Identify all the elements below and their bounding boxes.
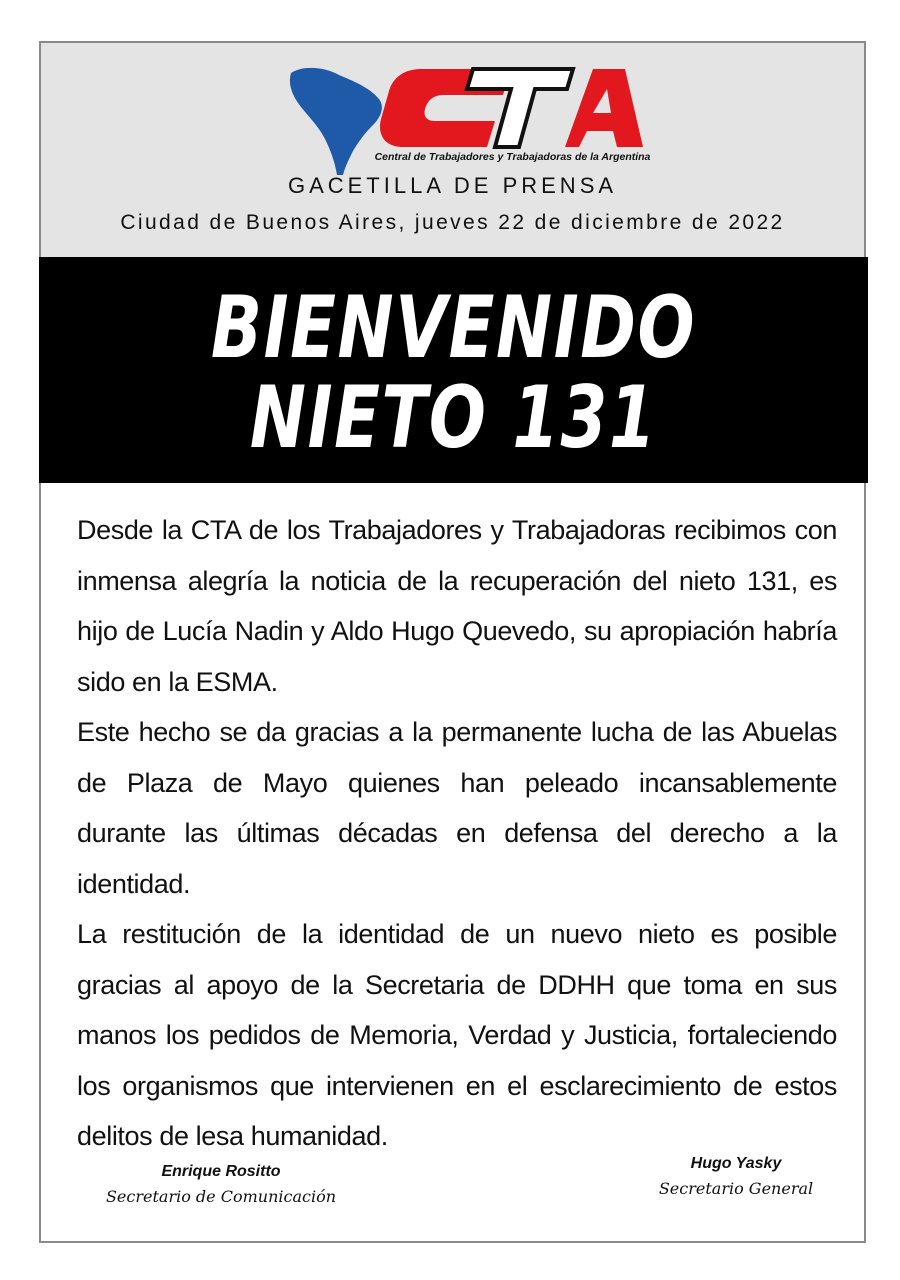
headline-line-1: BIENVENIDO xyxy=(210,278,697,378)
signature-right xyxy=(621,1155,851,1198)
press-release-label: GACETILLA DE PRENSA xyxy=(287,173,618,198)
signatory-role: Secretario General xyxy=(658,1179,814,1198)
paragraph-3: La restitución de la identidad de un nuevo nieto es posible gracias al apoyo de la Secretaria de DDHH que toma en sus manos los pedidos de Memoria, Verdad y Justicia, fortaleciendo los organismos que intervienen en el esclarecimiento de estos delitos de lesa humanidad. xyxy=(77,919,837,1151)
organization-name: Central de Trabajadores y Trabajadoras de la Argentina xyxy=(374,151,651,163)
paragraph-2: Este hecho se da gracias a la permanente lucha de las Abuelas de Plaza de Mayo quienes han peleado incansablemente durante las últimas décadas en defensa del derecho a la identidad. xyxy=(77,717,837,899)
logo-letter-a xyxy=(565,69,643,147)
body-text xyxy=(77,505,837,1162)
press-release-frame xyxy=(39,41,866,1243)
headline-line-2: NIETO 131 xyxy=(249,368,658,468)
paragraph-1: Desde la CTA de los Trabajadores y Trabajadoras recibimos con inmensa alegría la noticia de la recuperación del nieto 131, es hijo de Lucía Nadin y Aldo Hugo Quevedo, su apropiación habría sido en la ESMA. xyxy=(77,515,837,697)
header xyxy=(41,43,864,257)
signatory-name: Enrique Rositto xyxy=(161,1163,281,1180)
signatory-name: Hugo Yasky xyxy=(690,1155,782,1172)
signatory-role: Secretario de Comunicación xyxy=(105,1187,337,1206)
headline-banner xyxy=(39,257,868,483)
signature-left xyxy=(71,1163,371,1206)
dateline: Ciudad de Buenos Aires, jueves 22 de diciembre de 2022 xyxy=(120,211,785,234)
